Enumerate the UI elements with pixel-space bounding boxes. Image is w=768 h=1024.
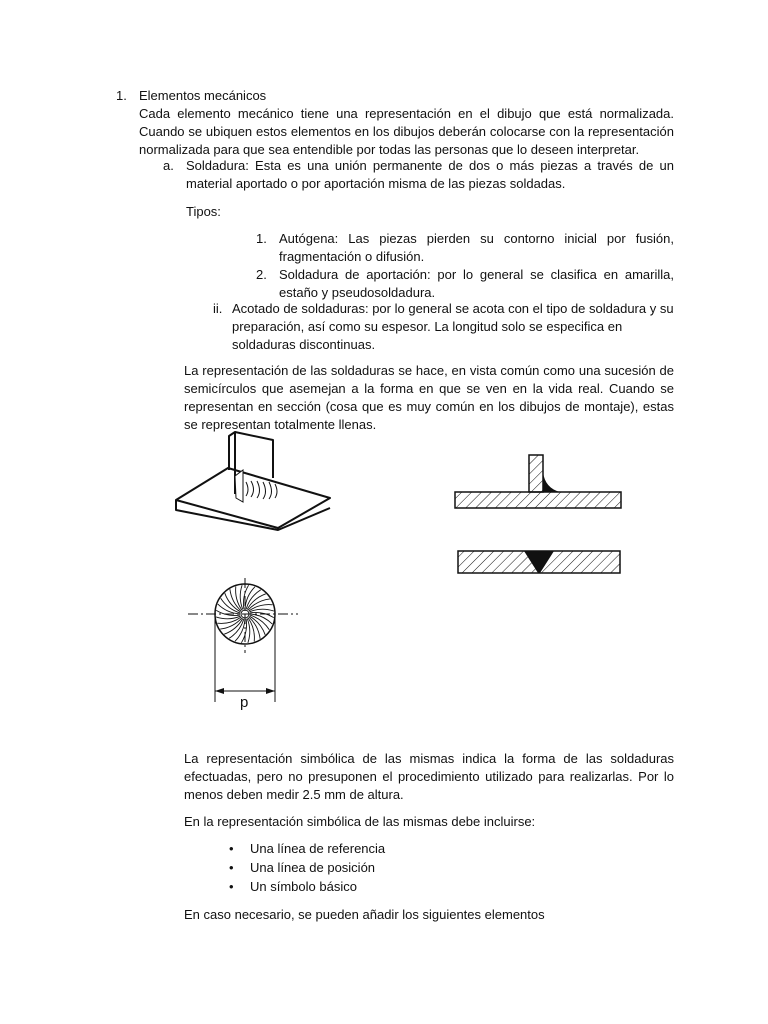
tipos-label: Tipos:	[186, 204, 221, 219]
item-a-text: Soldadura: Esta es una unión permanente de dos o más piezas a través de un material aportado o por aportación misma de las piezas soldadas.	[186, 158, 674, 191]
tipo-1-text: Autógena: Las piezas pierden su contorno inicial por fusión, fragmentación o difusión.	[279, 231, 674, 264]
bullet-dot: •	[229, 860, 234, 875]
dimension-label: p	[240, 694, 249, 711]
section-number: 1.	[116, 88, 127, 103]
bullet-dot: •	[229, 841, 234, 856]
butt-weld-section	[456, 549, 622, 575]
item-ii-marker: ii.	[213, 301, 223, 316]
bullet-dot: •	[229, 879, 234, 894]
section-intro: Cada elemento mecánico tiene una representación en el dibujo que está normalizada. Cuando se ubiquen estos elementos en los dibujos deberán colocarse con la representación normalizada para que sea entendible por todas las personas que lo deseen interpretar.	[139, 106, 674, 157]
bullet-item: Una línea de posición	[250, 860, 376, 875]
paragraph-optional: En caso necesario, se pueden añadir los siguientes elementos	[184, 907, 545, 922]
tipo-2-text: Soldadura de aportación: por lo general se clasifica en amarilla, estaño y pseudosoldadura.	[279, 267, 674, 300]
fillet-weld-section	[452, 452, 624, 512]
spot-weld-ray	[250, 609, 274, 612]
bullet-item: Un símbolo básico	[250, 879, 357, 894]
spot-weld-ray	[247, 619, 250, 643]
spot-weld-drawing	[188, 578, 308, 703]
spot-weld-ray	[216, 616, 240, 619]
spot-weld-ray	[240, 585, 243, 609]
paragraph-include: En la representación simbólica de las mismas debe incluirse:	[184, 814, 536, 829]
t-joint-weld-drawing	[173, 450, 333, 530]
bullet-item: Una línea de referencia	[250, 841, 386, 856]
section-heading: Elementos mecánicos	[139, 88, 267, 103]
item-ii-text: Acotado de soldaduras: por lo general se acota con el tipo de soldadura y su preparación, así como su espesor. La longitud solo se especifica en soldaduras discontinuas.	[232, 301, 674, 352]
paragraph-representation: La representación de las soldaduras se hace, en vista común como una sucesión de semicírculos que asemejan a la forma en que se ven en la vida real. Cuando se representan en sección (cosa que es muy común en los dibujos de montaje), estas se representan totalmente llenas.	[184, 363, 674, 432]
tipo-2-marker: 2.	[256, 267, 267, 282]
tipo-1-marker: 1.	[256, 231, 267, 246]
paragraph-symbolic: La representación simbólica de las mismas indica la forma de las soldaduras efectuadas, pero no presuponen el procedimiento utilizado para realizarlas. Por lo menos deben medir 2.5 mm de altura.	[184, 751, 674, 802]
item-a-marker: a.	[163, 158, 174, 173]
